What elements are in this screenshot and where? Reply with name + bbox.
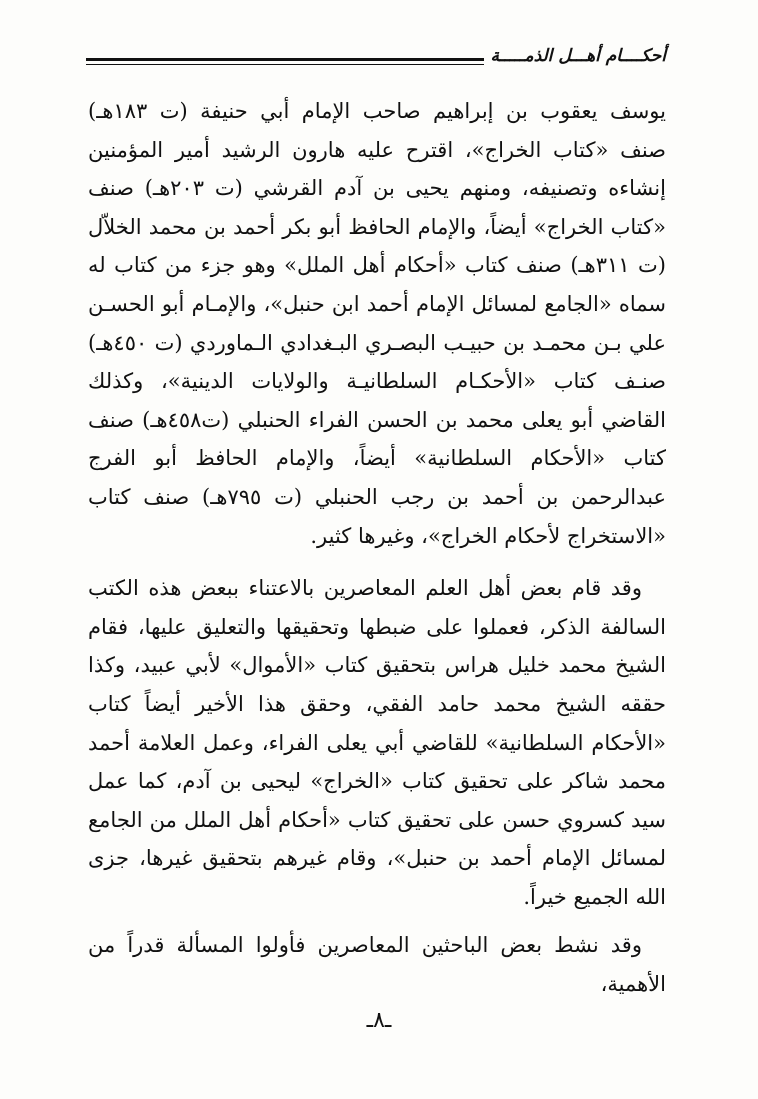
header-rule-thick [86,58,491,61]
paragraph-2: وقد قام بعض أهل العلم المعاصرين بالاعتناء ببعض هذه الكتب السالفة الذكر، فعملوا على ضبطها وتحقيقها والتعليق عليها، فقام الشيخ محمد خليل هراس بتحقيق كتاب «الأموال» لأبي عبيد، وكذا حققه الشيخ محمد حامد الفقي، وحقق هذا الأخير أيضاً كتاب «الأحكام السلطانية» للقاضي أبي يعلى الفراء، وعمل العلامة أحمد محمد شاكر على تحقيق كتاب «الخراج» ليحيى بن آدم، كما عمل سيد كسروي حسن على تحقيق كتاب «أحكام أهل الملل من الجامع لمسائل الإمام أحمد بن حنبل»، وقام غيرهم بتحقيق غيرها، جزى الله الجميع خيراً. [88,576,666,909]
body-text [88,92,666,1004]
paragraph-1: يوسف يعقوب بن إبراهيم صاحب الإمام أبي حنيفة (ت ١٨٣هـ) صنف «كتاب الخراج»، اقترح عليه هارون الرشيد أمير المؤمنين إنشاءه وتصنيفه، ومنهم يحيى بن آدم القرشي (ت ٢٠٣هـ) صنف «كتاب الخراج» أيضاً، والإمام الحافظ أبو بكر أحمد بن محمد الخلاّل (ت ٣١١هـ) صنف كتاب «أحكام أهل الملل» وهو جزء من كتاب له سماه «الجامع لمسائل الإمام أحمد ابن حنبل»، والإمـام أبو الحسـن علي بـن محمـد بن حبيـب البصـري البـغدادي الـماوردي (ت ٤٥٠هـ) صنـف كتاب «الأحكـام السلطانيـة والولايات الدينية»، وكذلك القاضي أبو يعلى محمد بن الحسن الفراء الحنبلي (ت٤٥٨هـ) صنف كتاب «الأحكام السلطانية» أيضاً، والإمام الحافظ أبو الفرج عبدالرحمن بن أحمد بن رجب الحنبلي (ت ٧٩٥هـ) صنف كتاب «الاستخراج لأحكام الخراج»، وغيرها كثير. [88,99,666,548]
header-rule-thin [86,64,491,65]
header-title: أحكــــام أهـــل الذمـــــة [484,46,666,66]
running-header [86,44,666,76]
paragraph-3: وقد نشط بعض الباحثين المعاصرين فأولوا المسألة قدراً من الأهمية، [88,933,666,997]
page-number: ـ٨ـ [366,1008,392,1033]
